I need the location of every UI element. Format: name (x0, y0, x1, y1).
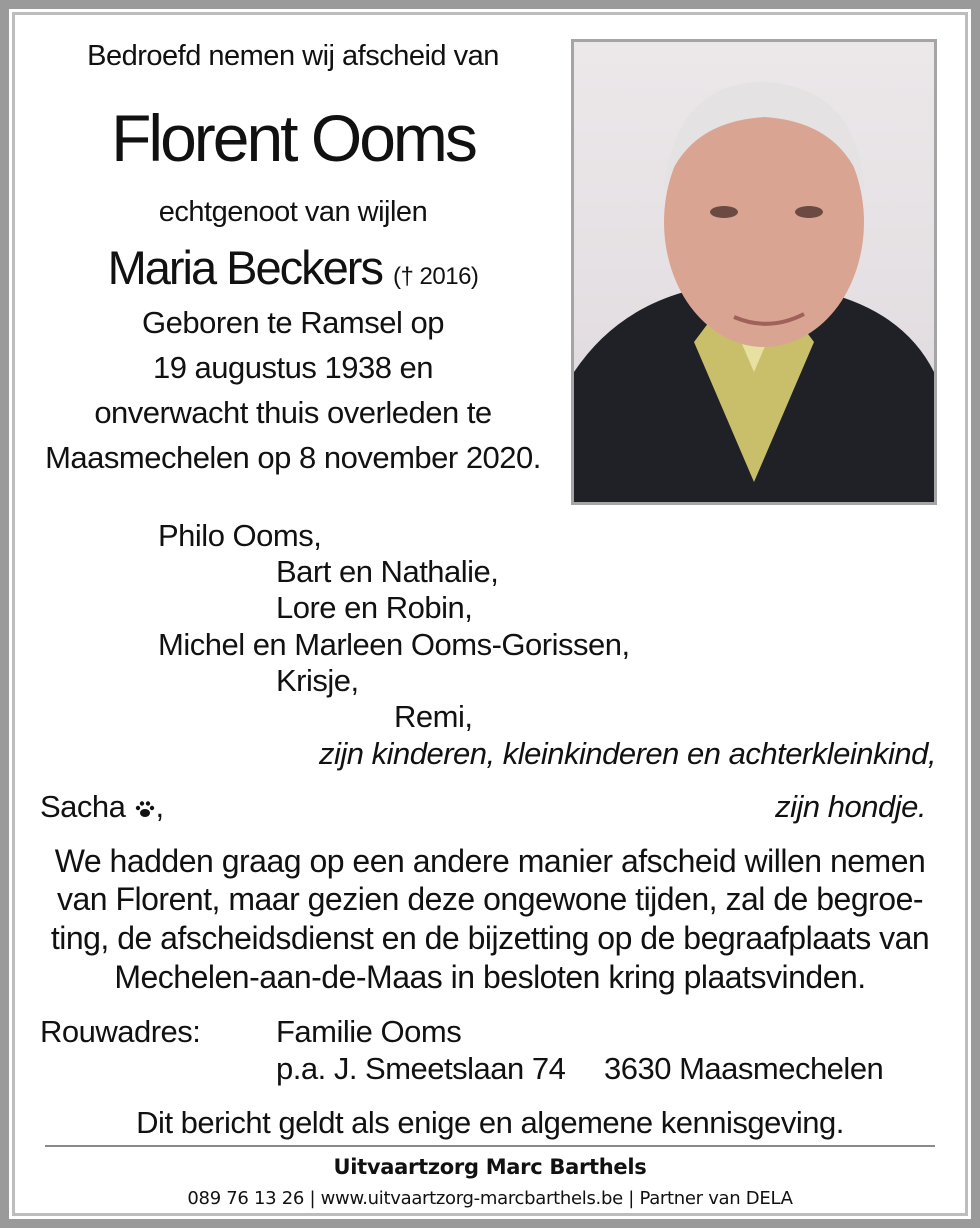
address-label: Rouwadres: (40, 1014, 201, 1049)
family-role: zijn kinderen, kleinkinderen en achterkleinkind, (318, 736, 936, 771)
address-street: p.a. J. Smeetslaan 74 (276, 1051, 566, 1086)
address-city: 3630 Maasmechelen (604, 1051, 884, 1086)
spouse-name: Maria Beckers (107, 241, 382, 294)
portrait-photo (571, 39, 937, 505)
footer-partner: Partner van DELA (639, 1188, 793, 1209)
divider (45, 1145, 935, 1147)
pet-line (40, 789, 164, 825)
paw-icon (134, 791, 156, 811)
pet-name: Sacha (40, 789, 126, 824)
closing-text: Dit bericht geldt als enige en algemene kennisgeving. (136, 1105, 844, 1140)
family-member: Krisje, (276, 663, 359, 698)
bio-line: Geboren te Ramsel op (142, 305, 444, 340)
family-member: Michel en Marleen Ooms-Gorissen, (158, 627, 630, 662)
pet-suffix: , (155, 789, 164, 824)
family-member: Remi, (394, 699, 473, 734)
footer-website[interactable]: www.uitvaartzorg-marcbarthels.be (320, 1188, 623, 1209)
funeral-company: Uitvaartzorg Marc Barthels (333, 1155, 647, 1179)
pet-role: zijn hondje. (775, 789, 926, 824)
address-name: Familie Ooms (276, 1014, 462, 1049)
bio-line: Maasmechelen op 8 november 2020. (45, 440, 541, 475)
paragraph-line: van Florent, maar gezien deze ongewone tijden, zal de begroe- (56, 881, 924, 917)
spouse-line (40, 240, 546, 295)
footer-contact (40, 1188, 940, 1209)
paragraph-line: Mechelen-aan-de-Maas in besloten kring plaatsvinden. (114, 959, 866, 995)
family-member: Philo Ooms, (158, 518, 322, 553)
separator: | (309, 1188, 316, 1209)
spouse-note: († 2016) (393, 263, 479, 290)
relation-text: echtgenoot van wijlen (158, 196, 428, 228)
footer-phone: 089 76 13 26 (187, 1188, 305, 1209)
separator: | (628, 1188, 635, 1209)
family-member: Bart en Nathalie, (276, 554, 499, 589)
deceased-name: Florent Ooms (111, 101, 475, 175)
intro-text: Bedroefd nemen wij afscheid van (87, 40, 499, 72)
paragraph-line: We hadden graag op een andere manier afscheid willen nemen (54, 843, 926, 879)
bio-line: onverwacht thuis overleden te (94, 395, 492, 430)
paragraph-line: ting, de afscheidsdienst en de bijzetting op de begraafplaats van (50, 920, 930, 956)
bio-line: 19 augustus 1938 en (152, 350, 434, 385)
family-member: Lore en Robin, (276, 590, 473, 625)
